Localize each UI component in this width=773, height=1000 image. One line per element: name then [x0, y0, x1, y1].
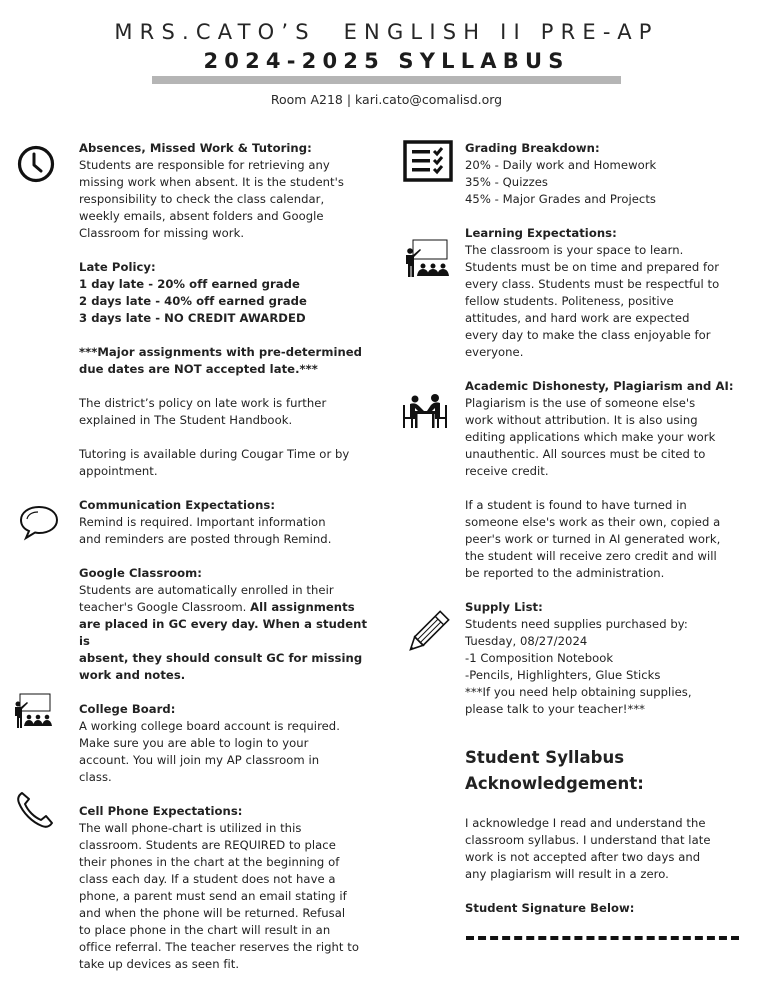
tutoring-note: Tutoring is available during Cougar Time or by — [79, 447, 350, 461]
grading-heading: Grading Breakdown: — [465, 141, 600, 155]
speech-bubble-icon — [18, 504, 60, 542]
acknowledgement-line: work is not accepted after two days and — [465, 850, 701, 864]
cell-phone-line: class each day. If a student does not have a — [79, 872, 336, 886]
dishonesty-line: Plagiarism is the use of someone else's — [465, 396, 696, 410]
signature-label: Student Signature Below: — [465, 901, 635, 915]
supply-line: please talk to your teacher!*** — [465, 702, 646, 716]
cell-phone-section — [79, 803, 379, 973]
cell-phone-line: to place phone in the chart will result in an — [79, 923, 331, 937]
pencil-icon — [402, 610, 450, 658]
dishonesty-consequence-line: the student will receive zero credit and will — [465, 549, 717, 563]
learning-line: attitudes, and hard work are expected — [465, 311, 690, 325]
college-board-section — [79, 701, 379, 786]
learning-section — [465, 225, 755, 361]
cell-phone-line: their phones in the chart at the beginning of — [79, 855, 340, 869]
cell-phone-line: phone, a parent must send an email stating if — [79, 889, 347, 903]
communication-section — [79, 497, 379, 548]
communication-line: Remind is required. Important information — [79, 515, 326, 529]
students-at-table-icon — [400, 393, 450, 429]
left-column — [79, 140, 379, 973]
google-classroom-bold-text: All assignments — [250, 600, 355, 614]
absences-line: Students are responsible for retrieving any — [79, 158, 330, 172]
district-policy-note: explained in The Student Handbook. — [79, 413, 293, 427]
right-column — [465, 140, 755, 917]
google-classroom-bold-line: are placed in GC every day. When a student is — [79, 617, 368, 648]
dishonesty-consequence-line: If a student is found to have turned in — [465, 498, 687, 512]
late-policy-section — [79, 259, 379, 480]
dishonesty-section — [465, 378, 755, 582]
grading-item: 45% - Major Grades and Projects — [465, 192, 657, 206]
cell-phone-line: and when the phone will be returned. Refusal — [79, 906, 346, 920]
phone-icon — [14, 789, 56, 831]
google-classroom-line — [79, 599, 379, 616]
cell-phone-heading: Cell Phone Expectations: — [79, 804, 243, 818]
college-board-line: Make sure you are able to login to your — [79, 736, 309, 750]
page-title: MRS.CATO’S ENGLISH II PRE-AP — [114, 20, 659, 44]
absences-line: missing work when absent. It is the student's — [79, 175, 344, 189]
late-rule: 1 day late - 20% off earned grade — [79, 277, 300, 291]
absences-line: Classroom for missing work. — [79, 226, 245, 240]
grading-item: 20% - Daily work and Homework — [465, 158, 657, 172]
dishonesty-line: editing applications which make your work — [465, 430, 716, 444]
college-board-line: A working college board account is required. — [79, 719, 340, 733]
learning-line: every day to make the class enjoyable for — [465, 328, 711, 342]
clock-icon — [16, 144, 56, 184]
dishonesty-consequence-line: someone else's work as their own, copied a — [465, 515, 721, 529]
absences-heading: Absences, Missed Work & Tutoring: — [79, 141, 312, 155]
college-board-line: account. You will join my AP classroom in — [79, 753, 320, 767]
acknowledgement-line: I acknowledge I read and understand the — [465, 816, 706, 830]
google-classroom-line: Students are automatically enrolled in their — [79, 583, 334, 597]
college-board-line: class. — [79, 770, 112, 784]
signature-line[interactable] — [466, 936, 739, 940]
acknowledgement-heading: Student Syllabus — [465, 748, 625, 767]
tutoring-note: appointment. — [79, 464, 158, 478]
cell-phone-line: office referral. The teacher reserves the right to — [79, 940, 359, 954]
supply-line: -1 Composition Notebook — [465, 651, 614, 665]
major-assignments-note: ***Major assignments with pre-determined — [79, 345, 363, 359]
acknowledgement-line: classroom syllabus. I understand that late — [465, 833, 711, 847]
major-assignments-note: due dates are NOT accepted late.*** — [79, 362, 318, 376]
absences-line: weekly emails, absent folders and Google — [79, 209, 324, 223]
google-classroom-bold-line: work and notes. — [79, 668, 186, 682]
dishonesty-line: receive credit. — [465, 464, 549, 478]
google-classroom-heading: Google Classroom: — [79, 566, 202, 580]
learning-line: Students must be on time and prepared for — [465, 260, 720, 274]
supply-line: -Pencils, Highlighters, Glue Sticks — [465, 668, 661, 682]
acknowledgement-line: any plagiarism will result in a zero. — [465, 867, 669, 881]
communication-heading: Communication Expectations: — [79, 498, 276, 512]
cell-phone-line: The wall phone-chart is utilized in this — [79, 821, 302, 835]
communication-line: and reminders are posted through Remind. — [79, 532, 332, 546]
learning-line: everyone. — [465, 345, 524, 359]
supply-line: Tuesday, 08/27/2024 — [465, 634, 588, 648]
google-classroom-section — [79, 565, 379, 684]
google-classroom-bold-line: absent, they should consult GC for missing — [79, 651, 363, 665]
checklist-icon — [403, 140, 453, 182]
learning-line: The classroom is your space to learn. — [465, 243, 684, 257]
cell-phone-line: classroom. Students are REQUIRED to place — [79, 838, 336, 852]
google-classroom-text: teacher's Google Classroom. — [79, 600, 251, 614]
grading-item: 35% - Quizzes — [465, 175, 549, 189]
absences-line: responsibility to check the class calendar, — [79, 192, 325, 206]
college-board-heading: College Board: — [79, 702, 176, 716]
learning-heading: Learning Expectations: — [465, 226, 617, 240]
learning-line: fellow students. Politeness, positive — [465, 294, 674, 308]
late-rule: 2 days late - 40% off earned grade — [79, 294, 307, 308]
header-divider-bar — [152, 76, 621, 84]
grading-section — [465, 140, 755, 208]
absences-section — [79, 140, 379, 242]
acknowledgement-heading: Acknowledgement: — [465, 774, 644, 793]
supply-section — [465, 599, 755, 718]
teacher-presentation-icon — [404, 238, 452, 278]
contact-info: Room A218 | kari.cato@comalisd.org — [270, 92, 503, 107]
learning-line: every class. Students must be respectful to — [465, 277, 720, 291]
late-policy-heading: Late Policy: — [79, 260, 156, 274]
teacher-presentation-icon — [12, 692, 56, 730]
dishonesty-line: unauthentic. All sources must be cited to — [465, 447, 706, 461]
page-subtitle: 2024-2025 SYLLABUS — [203, 49, 570, 73]
supply-line: ***If you need help obtaining supplies, — [465, 685, 692, 699]
dishonesty-consequence-line: peer's work or turned in AI generated work, — [465, 532, 721, 546]
dishonesty-line: work without attribution. It is also using — [465, 413, 698, 427]
district-policy-note: The district’s policy on late work is further — [79, 396, 327, 410]
cell-phone-line: take up devices as seen fit. — [79, 957, 240, 971]
late-rule: 3 days late - NO CREDIT AWARDED — [79, 311, 306, 325]
acknowledgement-section — [465, 745, 755, 917]
dishonesty-consequence-line: be reported to the administration. — [465, 566, 665, 580]
supply-line: Students need supplies purchased by: — [465, 617, 688, 631]
supply-heading: Supply List: — [465, 600, 543, 614]
dishonesty-heading: Academic Dishonesty, Plagiarism and AI: — [465, 379, 734, 393]
